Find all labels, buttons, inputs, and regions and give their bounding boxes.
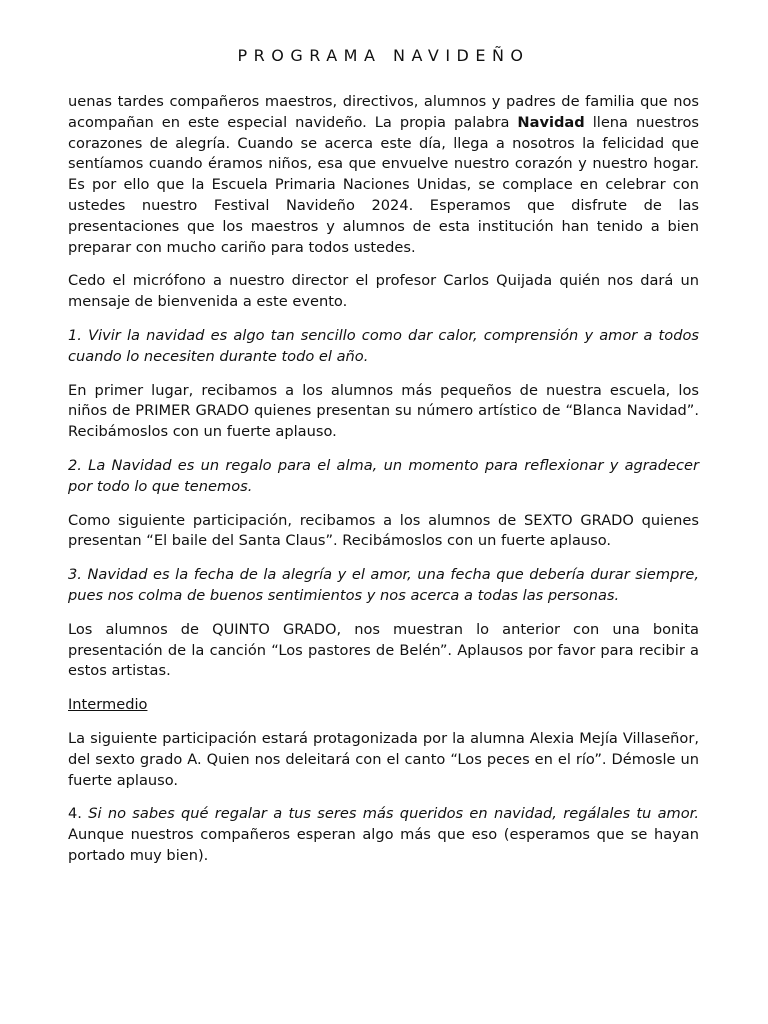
quote-4-text: Si no sabes qué regalar a tus seres más queridos en navidad, regálales tu amor. [88, 805, 699, 823]
quote-4-rest: Aunque nuestros compañeros esperan algo más que eso (esperamos que se hayan portado muy bien). [68, 826, 699, 864]
quote-3: 3. Navidad es la fecha de la alegría y el amor, una fecha que debería durar siempre, pues nos colma de buenos sentimientos y nos acerca a todas las personas. [68, 566, 699, 604]
welcome-text-end: llena nuestros corazones de alegría. Cuando se acerca este día, llega a nosotros la felicidad que sentíamos cuando éramos niños, esa que envuelve nuestro corazón y nuestro hogar. Es por ello que la Escuela Primaria Naciones Unidas, se complace en celebrar con ustedes nuestro Festival Navideño 2024. Esperamos que disfrute de las presentaciones que los maestros y alumnos de esta institución han tenido a bien preparar con mucho cariño para todos ustedes. [68, 113, 699, 256]
quote-1: 1. Vivir la navidad es algo tan sencillo como dar calor, comprensión y amor a todos cuando lo necesiten durante todo el año. [68, 326, 699, 365]
document-page [68, 42, 699, 880]
paragraph-sexto-grado: Como siguiente participación, recibamos a los alumnos de SEXTO GRADO quienes presentan “El baile del Santa Claus”. Recibámoslos con un fuerte aplauso. [68, 511, 699, 550]
welcome-bold-word: Navidad [517, 113, 585, 131]
quote-4-number: 4. [68, 805, 89, 823]
intermission-heading [68, 695, 699, 716]
document-title: PROGRAMA NAVIDEÑO [237, 46, 530, 65]
paragraph-primer-grado: En primer lugar, recibamos a los alumnos más pequeños de nuestra escuela, los niños de PRIMER GRADO quienes presentan su número artístico de “Blanca Navidad”. Recibámoslos con un fuerte aplauso. [68, 381, 699, 441]
paragraph-quinto-grado: Los alumnos de QUINTO GRADO, nos muestran lo anterior con una bonita presentación de la canción “Los pastores de Belén”. Aplausos por favor para recibir a estos artistas. [68, 620, 699, 680]
quote-2: 2. La Navidad es un regalo para el alma, un momento para reflexionar y agradecer por todo lo que tenemos. [68, 456, 699, 495]
paragraph-welcome [68, 92, 699, 258]
welcome-text-start: uenas tardes compañeros maestros, directivos, alumnos y padres de familia que nos acompañan en este especial navideño. La propia palabra [68, 93, 699, 131]
paragraph-quote-4 [68, 804, 699, 866]
paragraph-director: Cedo el micrófono a nuestro director el profesor Carlos Quijada quién nos dará un mensaje de bienvenida a este evento. [68, 272, 699, 311]
paragraph-alexia: La siguiente participación estará protagonizada por la alumna Alexia Mejía Villaseñor, del sexto grado A. Quien nos deleitará con el canto “Los peces en el río”. Démosle un fuerte aplauso. [68, 729, 699, 789]
intermission-label: Intermedio [68, 696, 148, 714]
